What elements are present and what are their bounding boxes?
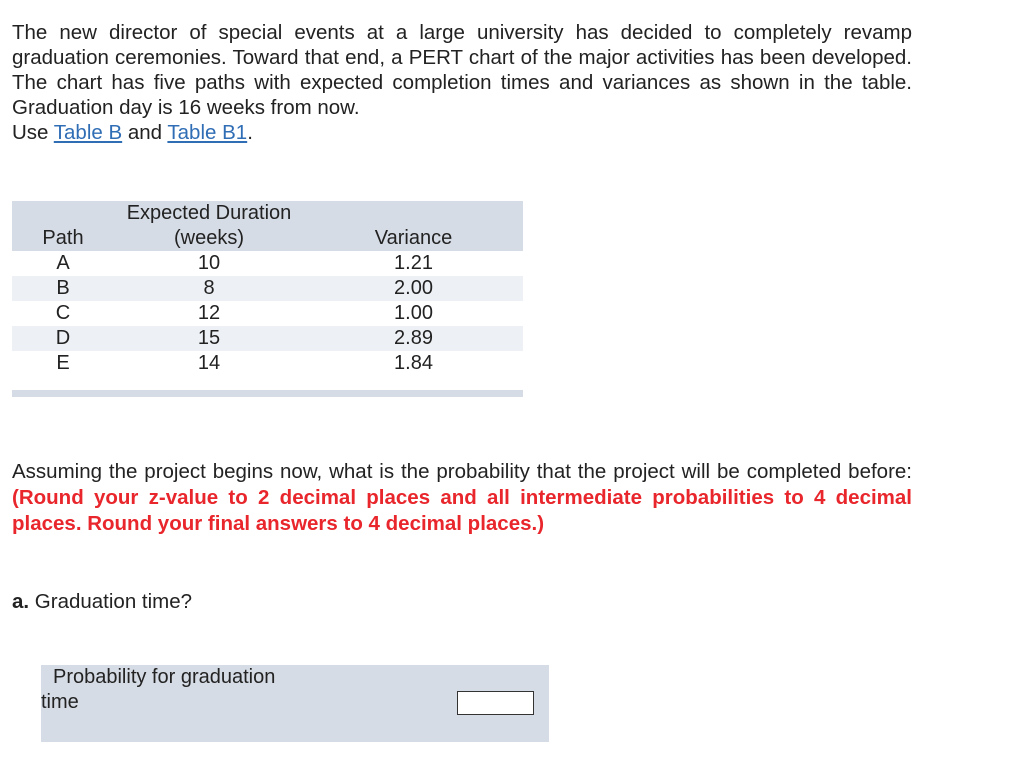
variance-cell: 2.00: [304, 276, 523, 301]
answer-panel: [41, 665, 549, 742]
table-row: [12, 276, 523, 301]
table-row: [12, 251, 523, 276]
table-row: [12, 301, 523, 326]
part-a-letter: a.: [12, 590, 30, 613]
question-prompt: [12, 459, 912, 537]
header-variance: Variance: [304, 201, 523, 251]
table-b1-link[interactable]: Table B1: [167, 121, 248, 144]
problem-statement: [12, 20, 912, 145]
duration-cell: 10: [197, 252, 221, 274]
path-cell: A: [56, 252, 70, 274]
duration-cell: 8: [114, 276, 304, 301]
path-cell: D: [12, 326, 114, 351]
table-row: [12, 326, 523, 351]
table-row: [12, 351, 523, 376]
variance-cell: 2.89: [304, 326, 523, 351]
graduation-probability-input[interactable]: [457, 691, 534, 715]
rounding-instruction: (Round your z-value to 2 decimal places and all intermediate probabilities to 4 decimal places. Round your final answers to 4 decimal places.): [12, 486, 912, 535]
table-header-row: [12, 201, 523, 251]
answer-label: Probability for graduation time: [41, 666, 276, 713]
table-b-link[interactable]: Table B: [53, 121, 123, 144]
part-a-prompt: [12, 589, 192, 614]
variance-cell: 1.84: [394, 352, 433, 374]
path-cell: C: [55, 302, 71, 324]
variance-cell: 1.21: [394, 252, 433, 274]
paths-table-container: [12, 201, 523, 397]
path-cell: B: [12, 276, 114, 301]
duration-cell: 15: [114, 326, 304, 351]
header-path: Path: [12, 201, 114, 251]
paths-table: [12, 201, 523, 376]
variance-cell: 1.00: [394, 302, 433, 324]
header-expected-duration: Expected Duration (weeks): [114, 201, 304, 251]
duration-cell: 12: [197, 302, 221, 324]
table-reference-line: Use Table B and Table B1.: [12, 121, 253, 144]
problem-paragraph: The new director of special events at a large university has decided to completely revamp graduation ceremonies. Toward that end, a PERT chart of the major activities has been developed. The chart has five paths with expected completion times and variances as shown in the table. Graduation day is 16 weeks from now.: [12, 21, 912, 119]
path-cell: E: [56, 352, 70, 374]
question-text: Assuming the project begins now, what is the probability that the project will be completed before:: [12, 460, 912, 483]
part-a-text: Graduation time?: [29, 590, 193, 613]
duration-cell: 14: [197, 352, 221, 374]
table-footer-bar: [12, 390, 523, 397]
